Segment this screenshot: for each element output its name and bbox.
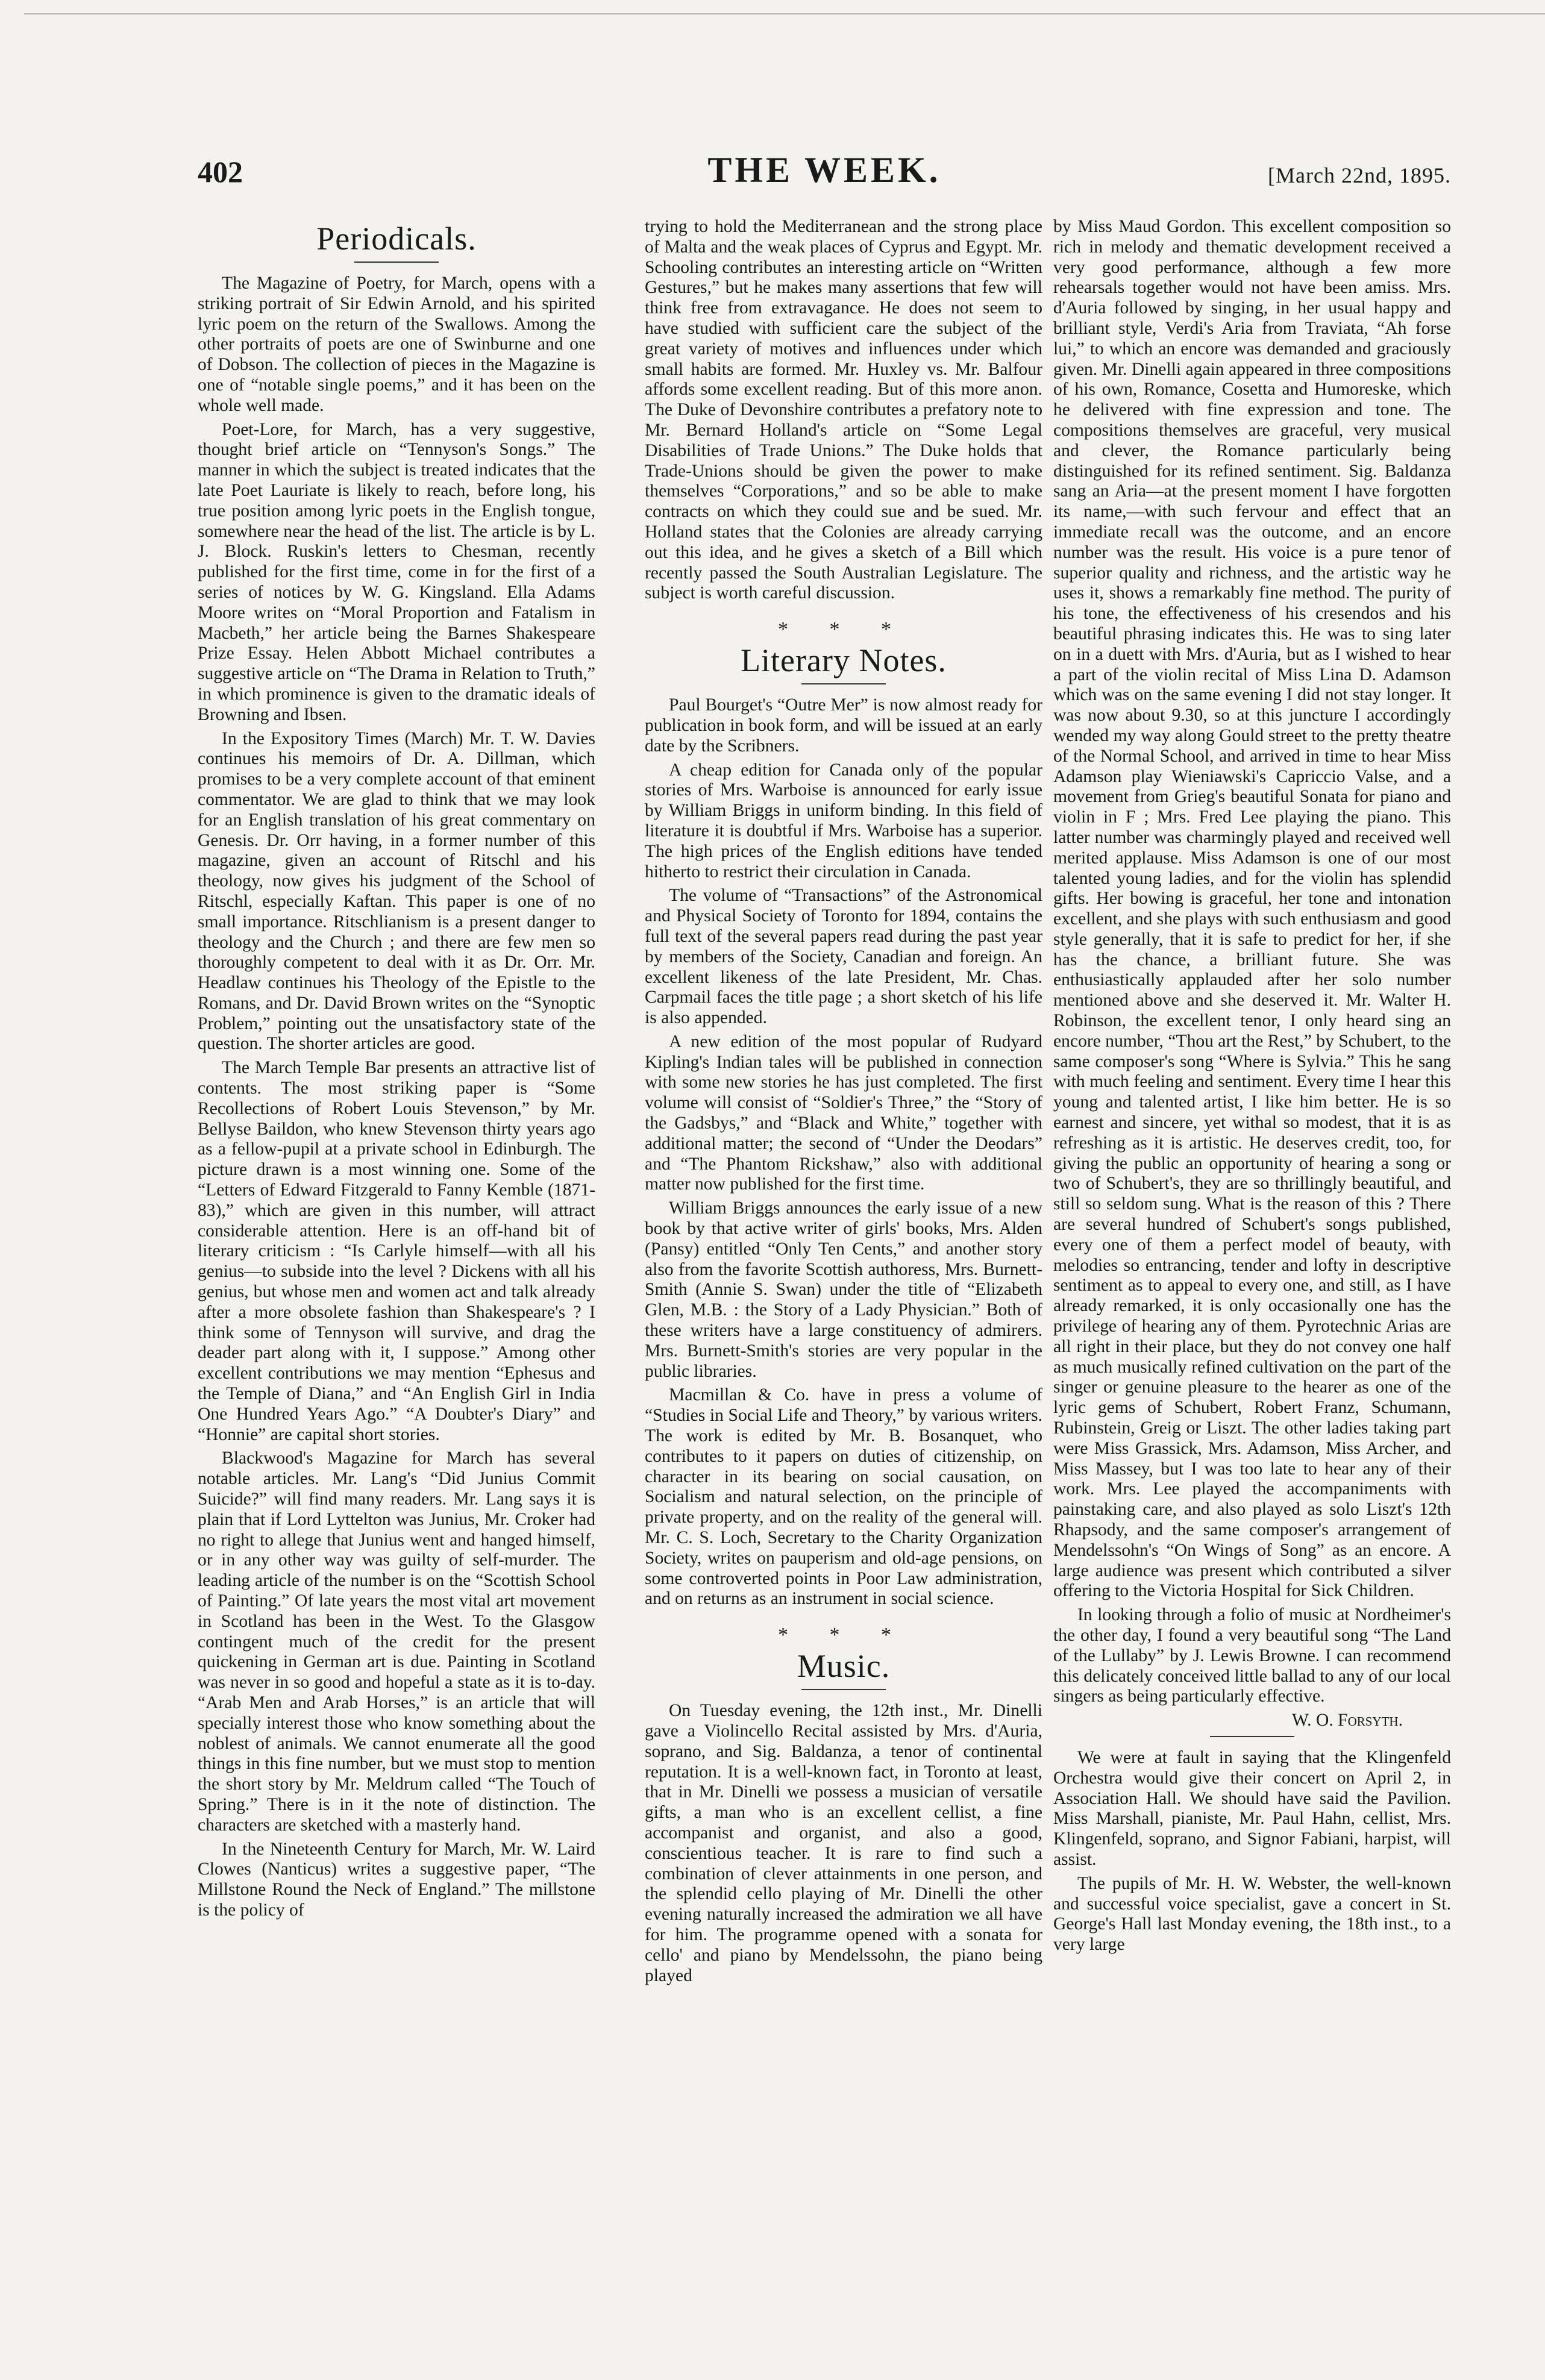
periodicals-paragraph: The Magazine of Poetry, for March, opens with a striking portrait of Sir Edwin Arnold, and his spirited lyric poem on the return of the Swallows. Among the other portraits of poets are one of Swinburne and one of Dobson. The collection of pieces in the Magazine is one of “notable single poems,” and it has been on the whole well made.	[198, 274, 595, 415]
heading-rule	[354, 261, 439, 263]
music-ornament: * * *	[778, 1624, 909, 1647]
periodicals-paragraph: In the Nineteenth Century for March, Mr. W. Laird Clowes (Nanticus) writes a suggestive paper, “The Millstone Round the Neck of England.” The millstone is the policy of	[198, 1839, 595, 1920]
periodicals-continued: trying to hold the Mediterranean and the strong place of Malta and the weak places of Cyprus and Egypt. Mr. Schooling contributes an interesting article on “Written Gestures,” but he makes many assertions that few will think free from extravagance. He does not seem to have studied with sufficient care the subject of the great variety of motives and influences under which small habits are formed. Mr. Huxley vs. Mr. Balfour affords some excellent reading. But of this more anon. The Duke of Devonshire contributes a prefatory note to Mr. Bernard Holland's article on “Some Legal Disabilities of Trade Unions.” The Duke holds that Trade-Unions should be given the power to make themselves “Corporations,” and so be able to make contracts on which they could sue and be sued. Mr. Holland states that the Colonies are already carrying out this idea, and he gives a sketch of a Bill which recently passed the South Australian Legislature. The subject is worth careful discussion.	[645, 217, 1042, 603]
publication-title: THE WEEK.	[707, 150, 941, 190]
periodicals-heading: Periodicals.	[316, 221, 477, 257]
music-paragraph: We were at fault in saying that the Klingenfeld Orchestra would give their concert on April 2, in Association Hall. We should have said the Pavilion. Miss Marshall, pianiste, Mr. Paul Hahn, cellist, Mrs. Klingenfeld, soprano, and Signor Fabiani, harpist, will assist.	[1053, 1747, 1451, 1869]
periodicals-paragraph: In the Expository Times (March) Mr. T. W. Davies continues his memoirs of Dr. A. Dillman, which promises to be a very complete account of that eminent commentator. We are glad to think that we may look for an English translation of his great commentary on Genesis. Dr. Orr having, in a former number of this magazine, given an account of Ritschl and his theology, now gives his judgment of the School of Ritschl, especially Kaftan. This paper is one of no small importance. Ritschlianism is a present danger to theology and the Church ; and there are few men so thoroughly competent to deal with it as Dr. Orr. Mr. Headlaw continues his Theology of the Epistle to the Romans, and Dr. David Brown writes on the “Synoptic Problem,” pointing out the unsatisfactory state of the question. The shorter articles are good.	[198, 728, 595, 1054]
page-header	[198, 149, 1451, 198]
music-paragraph: On Tuesday evening, the 12th inst., Mr. Dinelli gave a Violincello Recital assisted by Mrs. d'Auria, soprano, and Sig. Baldanza, a tenor of continental reputation. It is a well-known fact, in Toronto at least, that in Mr. Dinelli we possess a musician of versatile gifts, a man who is an excellent cellist, a fine accompanist and organist, and also a good, conscientious teacher. It is rare to find such a combination of clever attainments in one person, and the splendid cello playing of Mr. Dinelli the other evening naturally increased the admiration we all have for him. The programme opened with a sonata for cello' and piano by Mendelssohn, the piano being played	[645, 1701, 1042, 1985]
column-2	[645, 217, 1042, 2362]
music-continued: by Miss Maud Gordon. This excellent composition so rich in melody and thematic development received a very good performance, although a few more rehearsals together would not have been amiss. Mrs. d'Auria followed by singing, in her usual happy and brilliant style, Verdi's Aria from Traviata, “Ah forse lui,” to which an encore was demanded and graciously given. Mr. Dinelli again appeared in three compositions of his own, Romance, Cosetta and Humoreske, which he delivered with fine expression and tone. The compositions themselves are graceful, very musical and clever, the Romance particularly being distinguished for its refined sentiment. Sig. Baldanza sang an Aria—at the present moment I have forgotten its name,—with such fervour and effect that an immediate recall was the outcome, and an encore number was the result. His voice is a pure tenor of superior quality and richness, and the artistic way he uses it, shows a remarkably fine method. The purity of his tone, the effectiveness of his cresendos and his beautiful phrasing indicates this. He was to sing later on in a duett with Mrs. d'Auria, but as I wished to hear a part of the violin recital of Miss Lina D. Adamson which was on the same evening I did not stay longer. It was now about 9.30, so at this juncture I accordingly wended my way along Gould street to the pretty theatre of the Normal School, and arrived in time to hear Miss Adamson play Wieniawski's Capriccio Valse, and a movement from Grieg's beautiful Sonata for piano and violin in F ; Mrs. Fred Lee playing the piano. This latter number was charmingly played and received well merited applause. Miss Adamson is one of our most talented young ladies, and for the violin has splendid gifts. Her bowing is graceful, her tone and intonation excellent, and she plays with such enthusiasm and good style generally, that it is safe to predict for her, if she has the chance, a brilliant future. She was enthusiastically applauded after her solo number mentioned above and she deserved it. Mr. Walter H. Robinson, the excellent tenor, I only heard sing an encore number, “Thou art the Rest,” by Schubert, to the same composer's song “Where is Sylvia.” This he sang with much feeling and sentiment. Every time I hear this young and talented artist, I like him better. He is so earnest and sincere, yet withal so modest, that it is as refreshing as it is artistic. He deserves credit, too, for giving the public an opportunity of hearing a song or two of Schubert's, they are so thrillingly beautiful, and still so seldom sung. What is the reason of this ? There are several hundred of Schubert's songs published, every one of them a perfect model of beauty, with melodies so entrancing, tender and lofty in descriptive sentiment as to appeal to every one, and still, as I have already remarked, it is only occasionally one has the privilege of hearing any of them. Pyrotechnic Arias are all right in their place, but they do not convey one half as much musically refined cultivation on the part of the singer or genuine pleasure to the hearer as one of the lyric gems of Schubert, Robert Franz, Schumann, Rubinstein, Greig or Liszt. The other ladies taking part were Miss Grassick, Mrs. Adamson, Miss Archer, and Miss Massey, but I was too late to hear any of their work. Mrs. Lee played the accompaniments with painstaking care, and also played as solo Liszt's 12th Rhapsody, and the same composer's arrangement of Mendelssohn's “On Wings of Song” as an encore. A large audience was present which contributed a silver offering to the Victoria Hospital for Sick Children.	[1053, 217, 1451, 1601]
music-paragraph: The pupils of Mr. H. W. Webster, the well-known and successful voice specialist, gave a concert in St. George's Hall last Monday evening, the 18th inst., to a very large	[1053, 1873, 1451, 1955]
music-heading: Music.	[797, 1648, 891, 1685]
literary-notes-paragraph: William Briggs announces the early issue of a new book by that active writer of girls' books, Mrs. Alden (Pansy) entitled “Only Ten Cents,” and another story also from the favorite Scottish authoress, Mrs. Burnett-Smith (Annie S. Swan) under the title of “Elizabeth Glen, M.B. : the Story of a Lady Physician.” Both of these writers have a large constituency of admirers. Mrs. Burnett-Smith's stories are very popular in the public libraries.	[645, 1198, 1042, 1381]
literary-notes-paragraph: A new edition of the most popular of Rudyard Kipling's Indian tales will be published in connection with some new stories he has just completed. The first volume will consist of “Soldier's Three,” the “Story of the Gadsbys,” and “Black and White,” together with additional matter; the second of “Under the Deodars” and “The Phantom Rickshaw,” also with additional matter now published for the first time.	[645, 1032, 1042, 1194]
heading-rule	[801, 683, 886, 684]
literary-notes-paragraph: A cheap edition for Canada only of the popular stories of Mrs. Warboise is announced for early issue by William Briggs in uniform binding. In this field of literature it is doubtful if Mrs. Warboise has a superior. The high prices of the English editions have tended hitherto to restrict their circulation in Canada.	[645, 760, 1042, 882]
literary-notes-paragraph: Macmillan & Co. have in press a volume of “Studies in Social Life and Theory,” by various writers. The work is edited by Mr. B. Bosanquet, who contributes to it papers on duties of citizenship, on character in its bearing on social causation, on Socialism and natural selection, on the principle of private property, and on the reality of the general will. Mr. C. S. Loch, Secretary to the Charity Organization Society, writes on pauperism and old-age pensions, on some controverted points in Poor Law administration, and on returns as an instrument in social science.	[645, 1385, 1042, 1609]
periodicals-paragraph: Blackwood's Magazine for March has several notable articles. Mr. Lang's “Did Junius Commit Suicide?” will find many readers. Mr. Lang says it is plain that if Lord Lyttelton was Junius, Mr. Croker had no right to allege that Junius went and hanged himself, or in any other way was guilty of self-murder. The leading article of the number is on the “Scottish School of Painting.” Of late years the most vital art movement in Scotland has been in the West. To the Glasgow contingent much of the credit for the present quickening in German art is due. Painting in Scotland was never in so good and hopeful a state as it is to-day. “Arab Men and Arab Horses,” is an article that will specially interest those who know something about the noblest of animals. We cannot enumerate all the good things in this fine number, but we must stop to mention the short story by Mr. Meldrum called “The Touch of Spring.” There is in it the note of distinction. The characters are sketched with a masterly hand.	[198, 1448, 595, 1835]
author-signature: W. O. Forsyth.	[1291, 1711, 1403, 1730]
column-3	[1053, 217, 1451, 2362]
heading-rule	[801, 1689, 886, 1690]
issue-date: [March 22nd, 1895.	[1268, 163, 1451, 187]
periodicals-paragraph: Poet-Lore, for March, has a very suggestive, thought brief article on “Tennyson's Songs.” The manner in which the subject is treated indicates that the late Poet Lauriate is likely to reach, before long, his true position among lyric poets in the English tongue, somewhere near the head of the list. The article is by L. J. Block. Ruskin's letters to Chesman, recently published for the first time, come in for the first of a series of notices by W. G. Kingsland. Ella Adams Moore writes on “Moral Proportion and Fatalism in Macbeth,” her article being the Barnes Shakespeare Prize Essay. Helen Abbott Michael contributes a suggestive article on “The Drama in Relation to Truth,” in which prominence is given to the dramatic ideals of Browning and Ibsen.	[198, 419, 595, 724]
literary-notes-heading: Literary Notes.	[741, 642, 947, 679]
literary-notes-paragraph: The volume of “Transactions” of the Astronomical and Physical Society of Toronto for 1894, contains the full text of the several papers read during the past year by members of the Society, Canadian and foreign. An excellent likeness of the late President, Mr. Chas. Carpmail faces the title page ; a short sketch of his life is also appended.	[645, 886, 1042, 1028]
signature-rule	[1210, 1736, 1294, 1737]
music-paragraph: In looking through a folio of music at Nordheimer's the other day, I found a very beautiful song “The Land of the Lullaby” by J. Lewis Browne. I can recommend this delicately conceived little ballad to any of our local singers as being particularly effective.	[1053, 1605, 1451, 1706]
page-number: 402	[198, 155, 243, 189]
literary-notes-paragraph: Paul Bourget's “Outre Mer” is now almost ready for publication in book form, and will be issued at an early date by the Scribners.	[645, 695, 1042, 756]
literary-notes-ornament: * * *	[778, 618, 909, 641]
periodicals-paragraph: The March Temple Bar presents an attractive list of contents. The most striking paper is “Some Recollections of Robert Louis Stevenson,” by Mr. Bellyse Baildon, who knew Stevenson thirty years ago as a fellow-pupil at a private school in Edinburgh. The picture drawn is a most winning one. Some of the “Letters of Edward Fitzgerald to Fanny Kemble (1871-83),” which are given in this number, will attract considerable attention. Here is an off-hand bit of literary criticism : “Is Carlyle himself—with all his genius—to subside into the level ? Dickens with all his genius, but whose men and women act and talk already after a more obsolete fashion than Shakespeare's ? I think some of Tennyson will survive, and drag the deader part along with it, I suppose.” Among other excellent contributions we may mention “Ephesus and the Temple of Diana,” and “An English Girl in India One Hundred Years Ago.” “A Doubter's Diary” and “Honnie” are capital short stories.	[198, 1058, 595, 1444]
column-1	[198, 217, 595, 2362]
top-edge-rule	[24, 5, 1545, 14]
